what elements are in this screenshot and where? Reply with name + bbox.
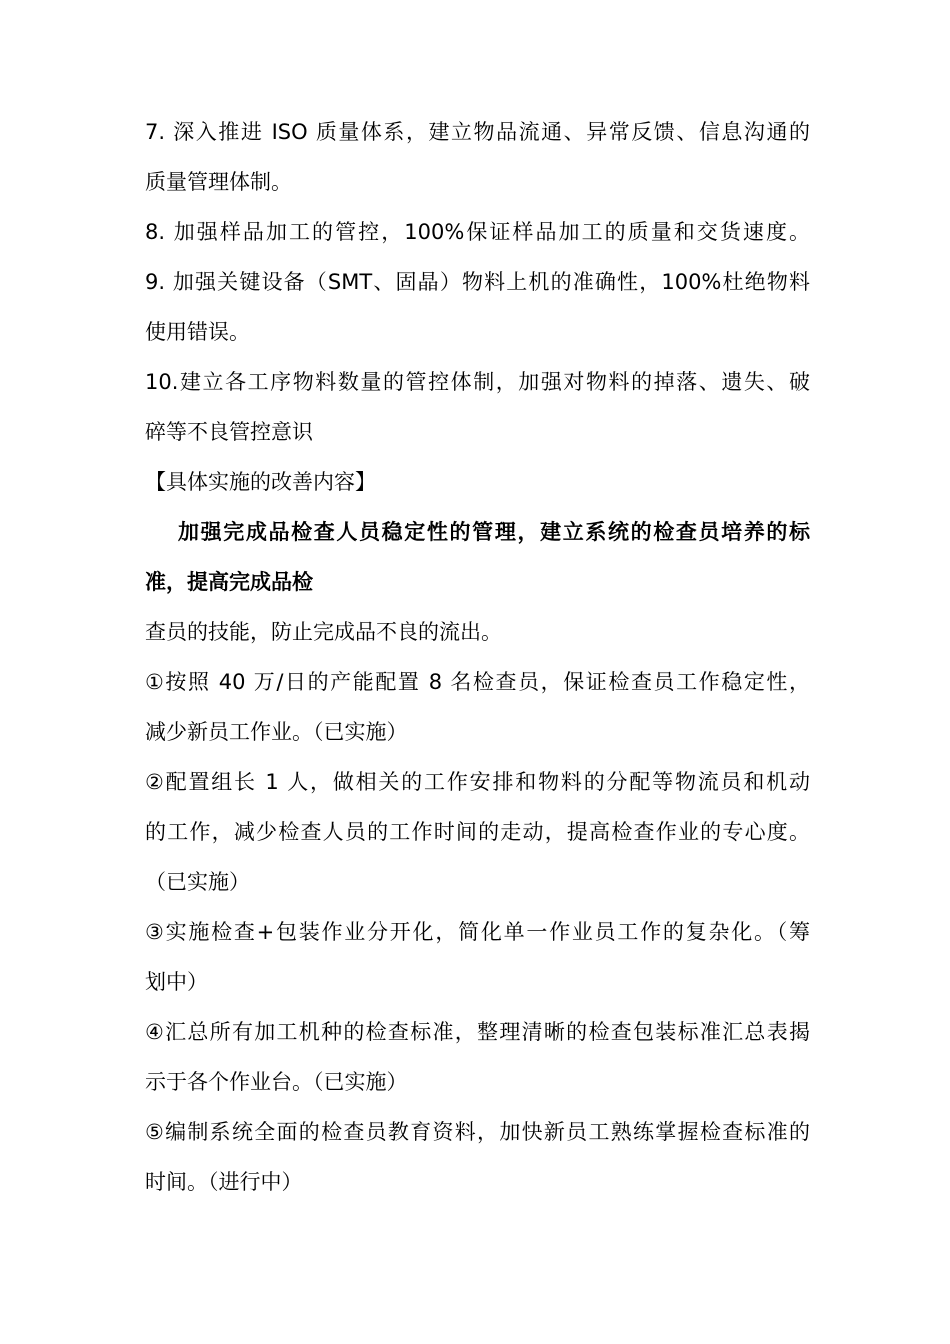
item-7-line-2: 质量管理体制。 [145,170,292,194]
section-heading: 【具体实施的改善内容】 [145,470,376,494]
step-1-line-1: ①按照 40 万/日的产能配置 8 名检查员，保证检查员工作稳定性， [145,670,810,694]
step-3-line-2: 划中） [145,970,208,994]
paragraph-continuation: 查员的技能，防止完成品不良的流出。 [145,620,502,644]
item-10-line-2: 碎等不良管控意识 [145,420,313,444]
step-2-line-2: 的工作，减少检查人员的工作时间的走动，提高检查作业的专心度。 [145,820,810,844]
step-4-line-2: 示于各个作业台。（已实施） [145,1070,408,1094]
step-1-line-2: 减少新员工作业。（已实施） [145,720,408,744]
item-9-line-1: 9. 加强关键设备（SMT、固晶）物料上机的准确性，100%杜绝物料 [145,270,810,294]
item-7-line-1: 7. 深入推进 ISO 质量体系，建立物品流通、异常反馈、信息沟通的 [145,120,810,144]
step-3-line-1: ③实施检查+包装作业分开化，简化单一作业员工作的复杂化。（筹 [145,920,810,944]
step-5-line-2: 时间。（进行中） [145,1170,303,1194]
bold-paragraph-line-2: 准，提高完成品检 [145,570,313,594]
step-2-line-1: ②配置组长 1 人，做相关的工作安排和物料的分配等物流员和机动 [145,770,810,794]
step-5-line-1: ⑤编制系统全面的检查员教育资料，加快新员工熟练掌握检查标准的 [145,1120,810,1144]
item-10-line-1: 10.建立各工序物料数量的管控体制，加强对物料的掉落、遗失、破 [145,370,810,394]
item-9-line-2: 使用错误。 [145,320,250,344]
step-2-line-3: （已实施） [145,870,250,894]
item-8-line-1: 8. 加强样品加工的管控，100%保证样品加工的质量和交货速度。 [145,220,810,244]
step-4-line-1: ④汇总所有加工机种的检查标准，整理清晰的检查包装标准汇总表揭 [145,1020,810,1044]
bold-paragraph-line-1: 加强完成品检查人员稳定性的管理，建立系统的检查员培养的标 [178,520,810,544]
